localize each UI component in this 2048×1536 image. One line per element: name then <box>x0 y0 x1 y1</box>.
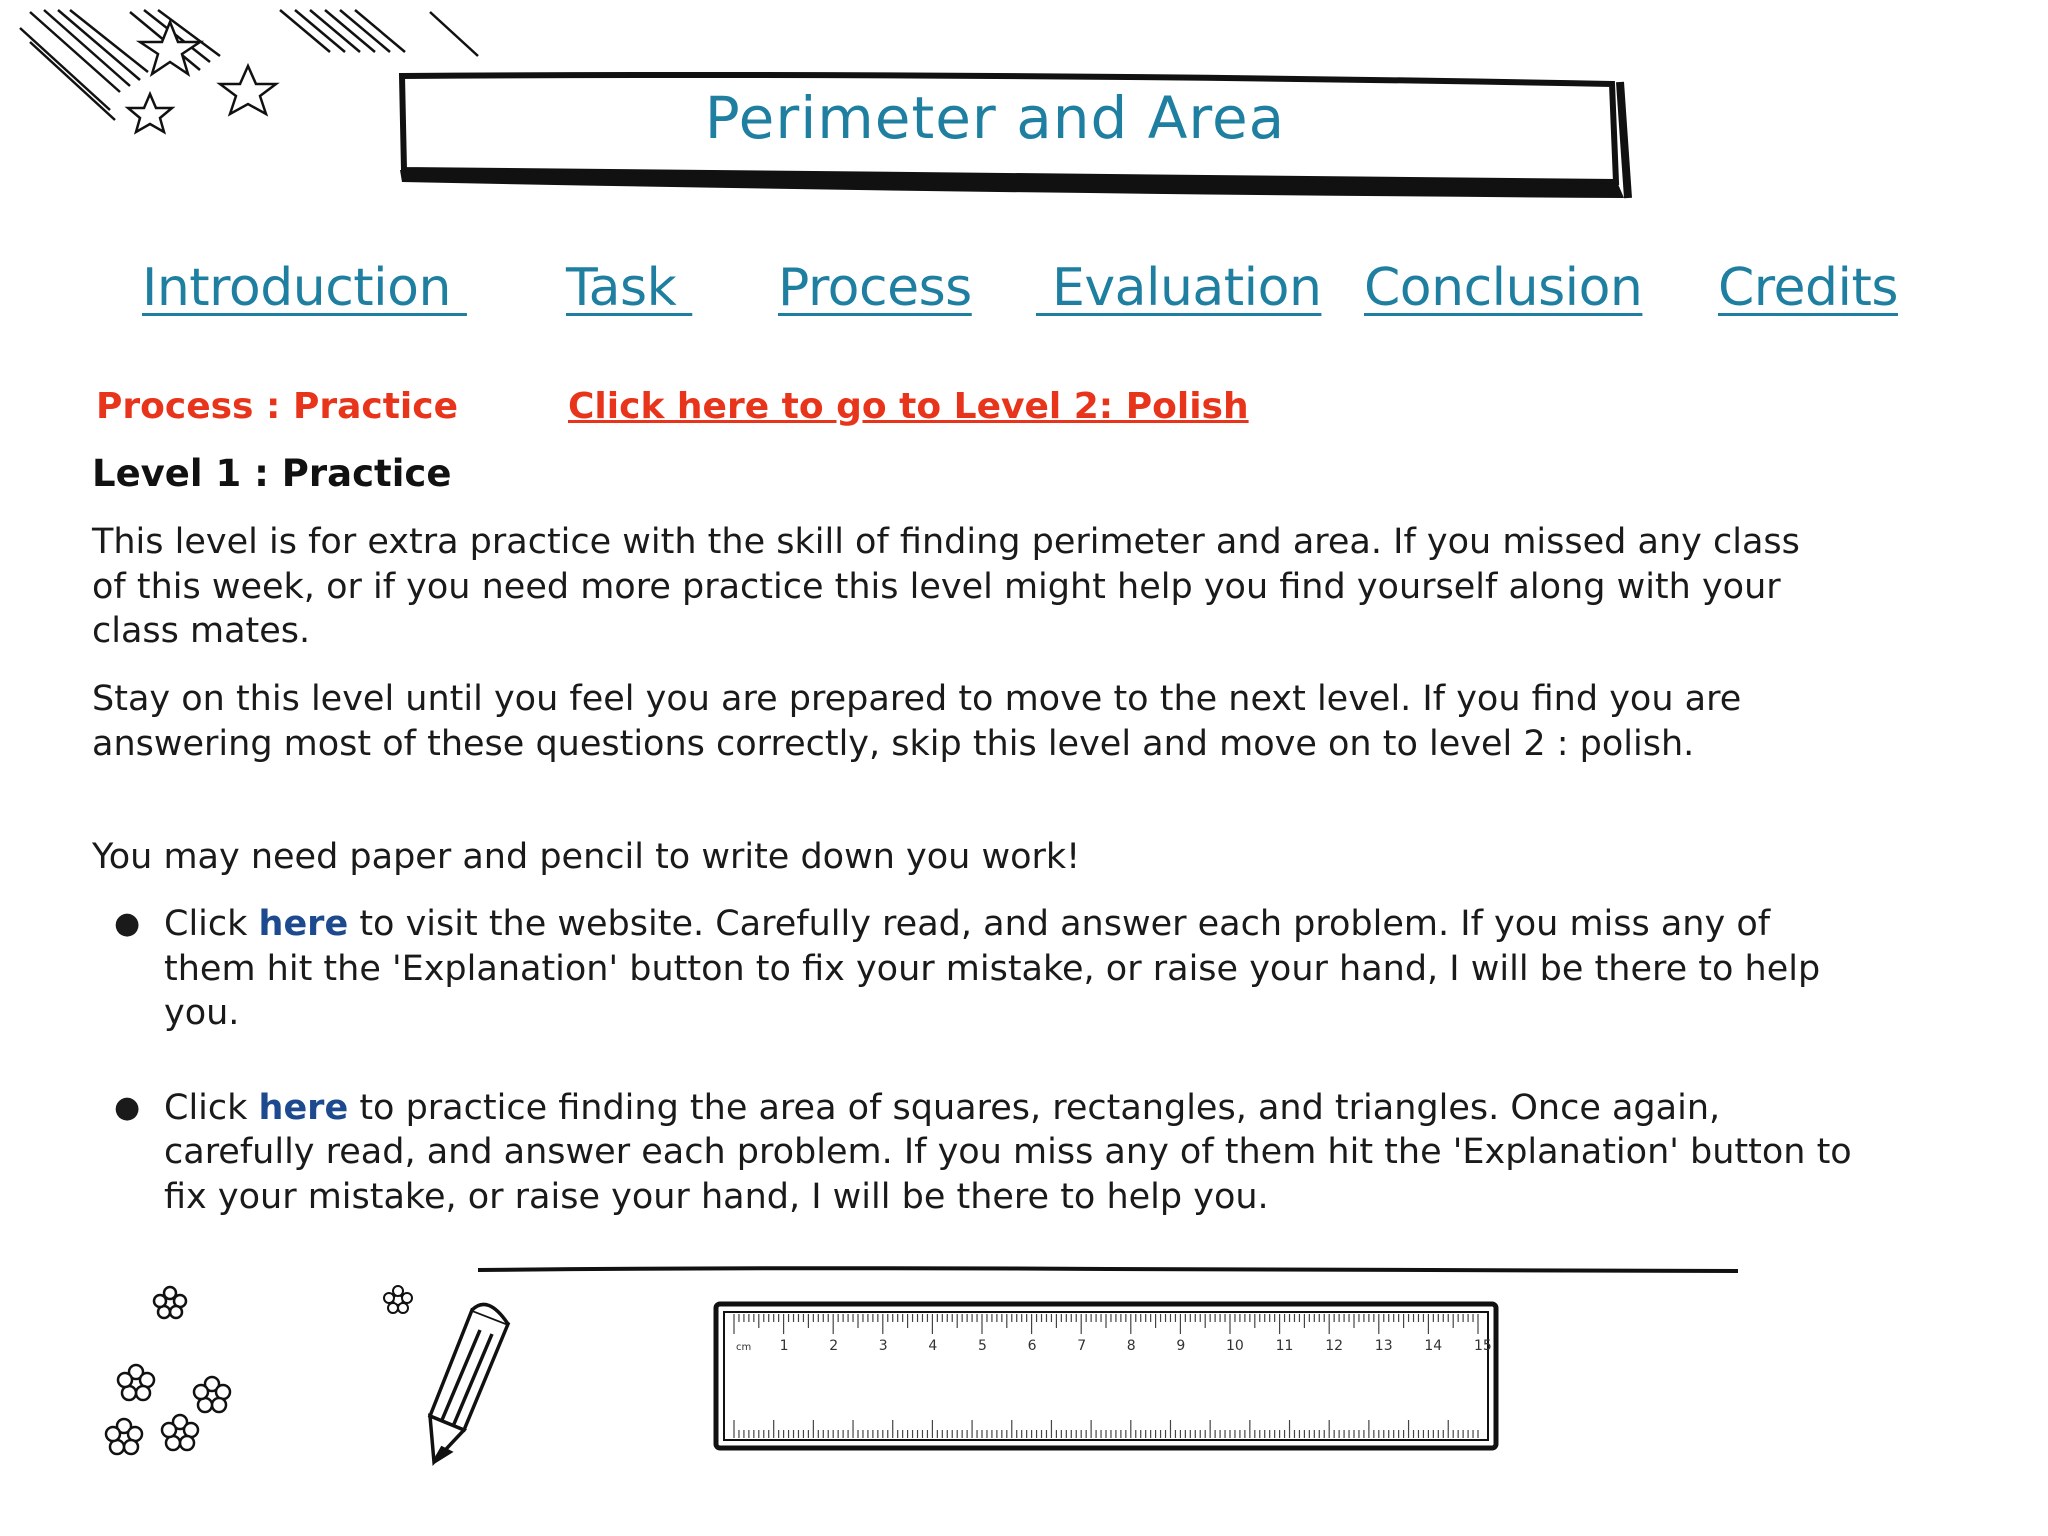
instructions-paragraph: Stay on this level until you feel you are prepared to move to the next level. If you find you are answering most of these questions correctly, skip this level and move on to level 2 : polish. <box>92 679 1742 764</box>
nav-credits[interactable]: Credits <box>1718 258 1898 318</box>
flowers-icon <box>100 1285 280 1475</box>
ruler-number: 8 <box>1126 1338 1136 1354</box>
ruler-unit: cm <box>736 1342 752 1353</box>
item-text: to visit the website. Carefully read, and answer each problem. If you miss any of them hit the 'Explanation' button to fix your mistake, or raise your hand, I will be there to help you. <box>164 904 1821 1033</box>
ruler-number: 3 <box>878 1338 888 1354</box>
ruler-number: 2 <box>829 1338 839 1354</box>
ruler-number: 7 <box>1077 1338 1087 1354</box>
website-link[interactable]: here <box>258 904 349 944</box>
area-practice-link[interactable]: here <box>258 1087 349 1128</box>
list-item <box>92 902 1852 1036</box>
nav-introduction[interactable]: Introduction <box>142 258 467 318</box>
ruler-number: 1 <box>779 1338 789 1354</box>
nav-conclusion[interactable]: Conclusion <box>1364 258 1643 318</box>
item-text: to practice finding the area of squares, rectangles, and triangles. Once again, carefully read, and answer each problem. If you miss any of them hit the 'Explanation' button to fix your mistake, or raise your hand, I will be there to help you. <box>164 1087 1852 1217</box>
bullet-icon: ● <box>114 906 141 941</box>
level-2-link[interactable]: Click here to go to Level 2: Polish <box>568 386 1249 427</box>
materials-note: You may need paper and pencil to write down you work! <box>92 837 1081 877</box>
pencil-icon <box>380 1280 530 1470</box>
intro-paragraph: This level is for extra practice with the skill of finding perimeter and area. If you missed any class of this week, or if you need more practice this level might help you find yourself along with your class mates. <box>92 522 1800 651</box>
nav-evaluation[interactable]: Evaluation <box>1036 258 1322 318</box>
ruler-number: 9 <box>1176 1338 1186 1354</box>
ruler-number: 11 <box>1275 1338 1294 1354</box>
bullet-icon: ● <box>114 1089 141 1125</box>
activity-list <box>92 902 1852 1219</box>
item-text: Click <box>164 904 259 944</box>
ruler-number: 12 <box>1325 1338 1344 1354</box>
page-title: Perimeter and Area <box>704 84 1286 152</box>
ruler-number: 10 <box>1226 1338 1244 1354</box>
ruler-number: 5 <box>978 1338 987 1354</box>
item-text: Click <box>164 1087 259 1128</box>
ruler-number: 6 <box>1027 1338 1037 1354</box>
ruler-number: 13 <box>1374 1338 1393 1354</box>
ruler-number: 15 <box>1474 1338 1492 1354</box>
divider-line <box>478 1264 1738 1276</box>
level-heading: Level 1 : Practice <box>92 452 452 495</box>
process-label: Process : Practice <box>96 386 459 427</box>
nav-process[interactable]: Process <box>778 258 972 318</box>
list-item <box>92 1086 1852 1220</box>
nav-task[interactable]: Task <box>566 258 693 318</box>
ruler-number: 4 <box>928 1338 938 1354</box>
ruler-number: 14 <box>1424 1338 1443 1354</box>
ruler-icon <box>712 1300 1500 1452</box>
